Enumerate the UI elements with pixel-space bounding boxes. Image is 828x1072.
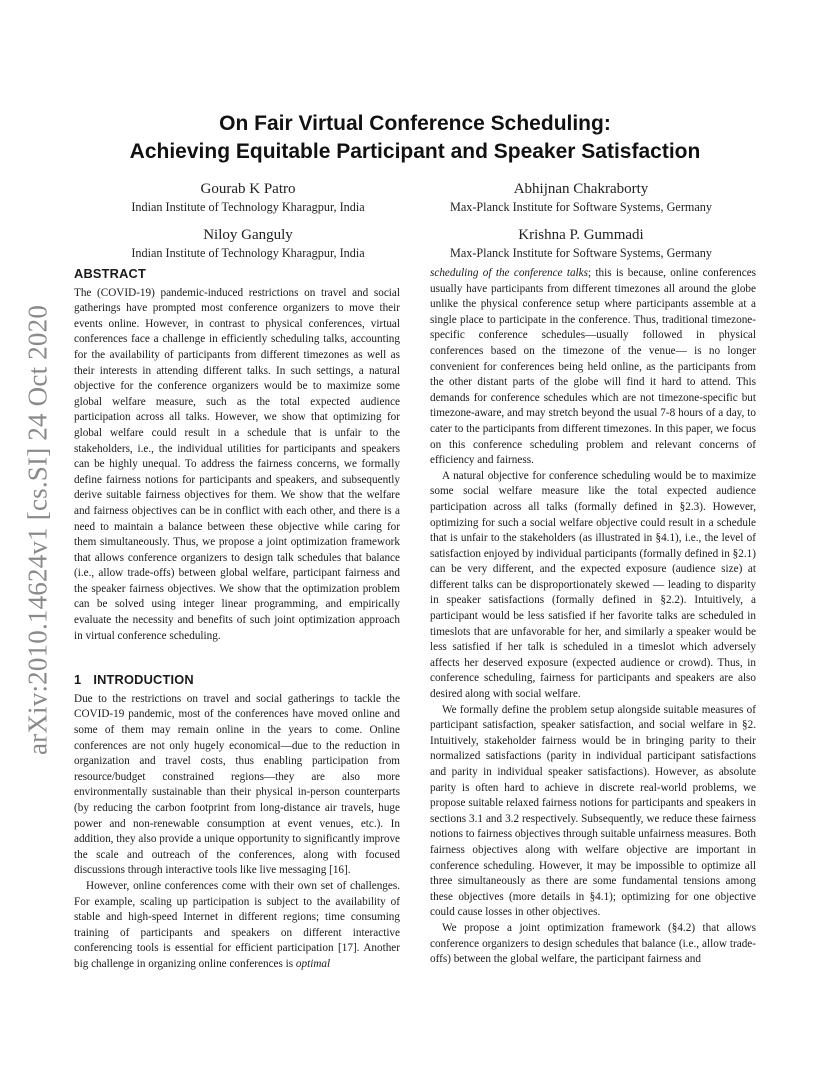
title-line-1: On Fair Virtual Conference Scheduling: — [219, 112, 611, 135]
paper-title — [90, 110, 740, 166]
author-affiliation: Indian Institute of Technology Kharagpur, India — [131, 200, 365, 214]
author-name: Gourab K Patro — [200, 181, 296, 197]
abstract-heading: ABSTRACT — [74, 266, 146, 281]
author-block — [418, 226, 744, 262]
intro-paragraph-1: Due to the restrictions on travel and social gatherings to tackle the COVID-19 pandemic, most of the conferences have moved online and some of them may remain online in the years to come. Online conferences are not only hugely economical—due to the reduction in organization and travel costs, thus enabling participation from resource/budget constrained regions—they are also more environmentally sustainable than their physical in-person counterparts (by reducing the carbon footprint from long-distance air travels, huge power and non-renewable consumption at event venues, etc.). In addition, they also provide a unique opportunity to significantly improve the scale and outreach of the conferences, along with focused discussions through interactive tools like live messaging [16]. — [74, 692, 400, 877]
intro-paragraph-4: A natural objective for conference scheduling would be to maximize some social welfare measure like the total expected audience participation across all talks (formally defined in §2.3). However, optimizing for such a social welfare objective could result in a schedule that is unfair to the stakeholders (as illustrated in §4.1), i.e., the level of satisfaction enjoyed by individual participants (formally defined in §2.1) can be very different, and the expected exposure (audience size) at different talks can be disproportionately skewed — leading to disparity in speaker satisfactions (formally defined in §2.2). Intuitively, a participant would be less satisfied if her favorite talks are scheduled in timeslots that are unfavorable for her, and similarly a speaker would be less satisfied if her talk is scheduled in a timeslot which adversely affects her deserved exposure (expected audience or crowd). Thus, in conference scheduling, fairness for participants and speakers are also desired along with social welfare. — [430, 469, 756, 701]
author-name: Krishna P. Gummadi — [518, 227, 644, 243]
intro-paragraph-3-text: ; this is because, online conferences usually have participants from different timezones all around the globe unlike the physical conference setup where participants assemble at a single place to participate in the conference. Thus, traditional timezone-specific conference schedules—usually followed in physical conferences based on the timezone of the venue— is no longer convenient for conferences being held online, as the participants from the other distant parts of the globe will find it hard to attend. This demands for conference schedules which are not timezone-specific but timezone-aware, and may stretch beyond the usual 7-8 hours of a day, to cater to the participants from different timezones. In this paper, we focus on this conference scheduling problem and relevant concerns of efficiency and fairness. — [430, 267, 757, 467]
author-affiliation: Indian Institute of Technology Kharagpur, India — [131, 246, 365, 260]
right-column — [430, 266, 756, 968]
author-block — [98, 180, 398, 216]
intro-paragraph-5: We formally define the problem setup alongside suitable measures of participant satisfaction, speaker satisfaction, and social welfare in §2. Intuitively, stakeholder fairness would be in bringing parity to their normalized satisfactions (parity in individual participant satisfactions and parity in individual speaker satisfactions). However, as absolute parity is often hard to achieve in discrete real-world problems, we propose suitable relaxed fairness notions for participants and speakers in sections 3.1 and 3.2 respectively. Subsequently, we reduce these fairness notions to fairness objectives through suitable unfairness measures. Both fairness objectives along with welfare objective are important in conference scheduling. However, it may be impossible to optimize all three simultaneously as there are some fundamental tensions among these objectives (more details in §4.1); optimizing for one objective could cause losses in other objectives. — [430, 703, 756, 919]
author-block — [98, 226, 398, 262]
author-block — [418, 180, 744, 216]
intro-paragraph-2 — [74, 879, 400, 973]
introduction-heading — [74, 672, 400, 688]
intro-paragraph-2-text: However, online conferences come with their own set of challenges. For example, scaling up participation is subject to the availability of stable and high-speed Internet in different regions; time consuming training of participants and speakers on different interactive conferencing tools is essential for efficient participation [17]. Another big challenge in organizing online conferences is — [74, 879, 400, 970]
arxiv-stamp — [18, 300, 58, 760]
arxiv-identifier: arXiv:2010.14624v1 [cs.SI] 24 Oct 2020 — [22, 304, 53, 756]
author-name: Niloy Ganguly — [203, 227, 293, 243]
author-affiliation: Max-Planck Institute for Software Systems, Germany — [450, 200, 712, 214]
intro-paragraph-3-italic: scheduling of the conference talks — [430, 267, 588, 279]
title-line-2: Achieving Equitable Participant and Speaker Satisfaction — [129, 140, 701, 163]
intro-paragraph-2-italic: optimal — [295, 957, 331, 970]
intro-paragraph-3 — [430, 266, 756, 469]
intro-paragraph-6: We propose a joint optimization framework (§4.2) that allows conference organizers to design schedules that balance (i.e., allow trade-offs) between the global welfare, the participant fairness and — [430, 921, 756, 966]
author-affiliation: Max-Planck Institute for Software Systems, Germany — [450, 246, 712, 260]
abstract-text: The (COVID-19) pandemic-induced restrictions on travel and social gatherings have prompted most conference organizers to move their events online. However, in contrast to physical conferences, virtual conferences face a challenge in efficiently scheduling talks, accounting for the availability of participants from different timezones as well as their interests in attending different talks. In such settings, a natural objective for the conference organizers would be to maximize some global welfare measure, such as the total expected audience participation across all talks. However, we show that optimizing for global welfare could result in a schedule that is unfair to the stakeholders, i.e., the individual utilities for participants and speakers can be highly unequal. To address the fairness concerns, we formally define fairness notions for participants and speakers, and subsequently derive suitable fairness objectives for them. We show that the welfare and fairness objectives can be in conflict with each other, and there is a need to maintain a balance between these objective while caring for them simultaneously. Thus, we propose a joint optimization framework that allows conference organizers to design talk schedules that balance (i.e., allow trade-offs) between global welfare, participant fairness and the speaker fairness objectives. We show that the optimization problem can be solved using integer linear programming, and empirically evaluate the necessity and benefits of such joint optimization approach in virtual conference scheduling. — [74, 286, 400, 642]
section-number: 1 — [74, 672, 82, 688]
left-column — [74, 266, 400, 973]
section-title: INTRODUCTION — [93, 672, 194, 688]
author-name: Abhijnan Chakraborty — [513, 181, 649, 197]
